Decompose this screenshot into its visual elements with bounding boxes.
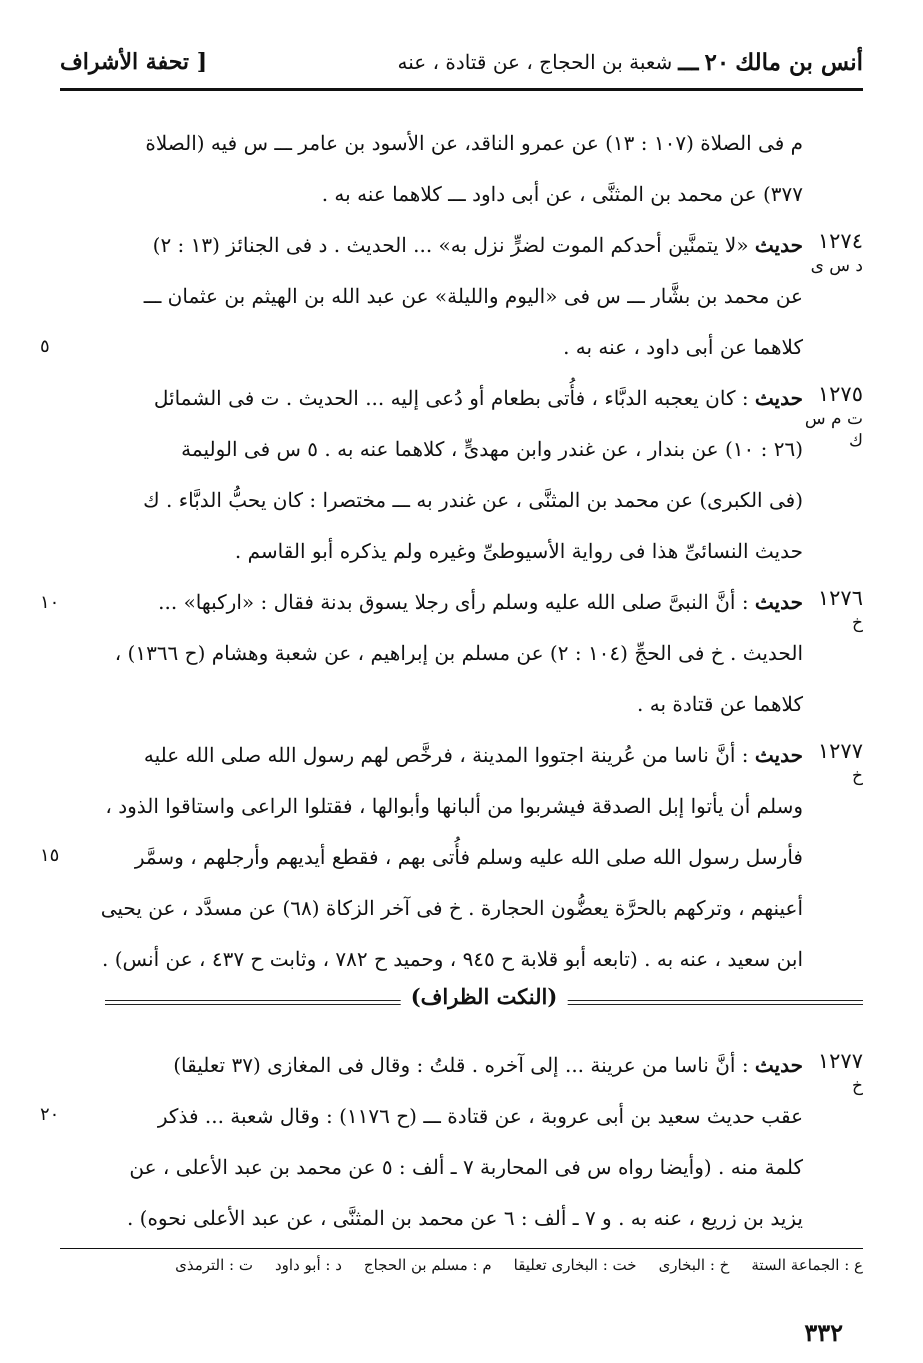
section-divider (105, 984, 863, 1014)
entry-label: حديث (754, 386, 803, 410)
margin-line-number: ١٠ (40, 592, 60, 613)
entry-line: عقب حديث سعيد بن أبى عروبة ، عن قتادة ـــ (ح ١١٧٦) : وقال شعبة ... فذكر (157, 1104, 803, 1128)
abbreviation-key (60, 1256, 863, 1274)
header-book-title: [ تحفة الأشراف (60, 49, 208, 75)
entry-line (60, 730, 803, 781)
entry-line-text: : أنَّ ناسا من عرينة ... إلى آخره . قلتُ : وقال فى المغازى (٣٧ تعليقا) (173, 1053, 749, 1077)
entry-sigla: خ (852, 613, 863, 633)
entry-line-text: «لا يتمنَّين أحدكم الموت لضرٍّ نزل به» ... الحديث . د فى الجنائز (١٣ : ٢) (152, 233, 749, 257)
entry-line: يزيد بن زريع ، عنه به . و ٧ ـ ألف : ٦ عن محمد بن المثنَّى ، عن عبد الأعلى نحوه) . (126, 1206, 803, 1230)
entry-sigla: خ (852, 1076, 863, 1096)
entry-line-text: : كان يعجبه الدبَّاء ، فأُتى بطعام أو دُعى إليه ... الحديث . ت فى الشمائل (153, 386, 749, 410)
entry-number: ١٢٧٧ (817, 739, 863, 763)
margin-line-number: ٢٠ (40, 1104, 60, 1125)
entry-line: حديث النسائىِّ هذا فى رواية الأسيوطىِّ وغيره ولم يذكره أبو القاسم . (234, 539, 803, 563)
header-number: ٢٠ (704, 48, 730, 76)
entry-number: ١٢٧٧ (817, 1049, 863, 1073)
entry-sigla: د س ى (810, 256, 863, 276)
abbreviation-item: ع : الجماعة الستة (751, 1256, 863, 1274)
entry-line: ابن سعيد ، عنه به . (تابعه أبو قلابة ح ٩٤٥ ، وحميد ح ٧٨٢ ، وثابت ح ٤٣٧ ، عن أنس) . (102, 947, 803, 971)
header-subtitle: شعبة بن الحجاج ، عن قتادة ، عنه (397, 50, 673, 74)
entry-text (60, 577, 803, 730)
entry-number: ١٢٧٦ (817, 586, 863, 610)
entry-sigla: ت م س ك (804, 409, 863, 451)
hadith-entry (60, 577, 863, 730)
entry-line: فأرسل رسول الله صلى الله عليه وسلم فأُتى بهم ، فقطع أيديهم وأرجلهم ، وسمَّر (134, 845, 803, 869)
entry-text (60, 1040, 803, 1244)
entry-line: وسلم أن يأتوا إبل الصدقة فيشربوا من ألبانها وأبوالها ، فقتلوا الراعى واستاقوا الذود ، (105, 794, 803, 818)
abbreviation-item: خت : البخارى تعليقا (513, 1256, 637, 1274)
header-title: أنس بن مالك (735, 48, 863, 76)
entry-line: كلاهما عن قتادة به . (637, 692, 803, 716)
entry-number-col (803, 1040, 863, 1097)
entry-number: ١٢٧٥ (817, 382, 863, 406)
entry-line (60, 220, 803, 271)
entry-line (60, 373, 803, 424)
entry-number: ١٢٧٤ (817, 229, 863, 253)
entry-text (60, 373, 803, 577)
entry-line: الحديث . خ فى الحجِّ (١٠٤ : ٢) عن مسلم بن إبراهيم ، عن شعبة وهشام (ح ١٣٦٦) ، (114, 641, 803, 665)
hadith-entry (60, 730, 863, 985)
entry-line: (فى الكبرى) عن محمد بن المثنَّى ، عن غندر به ـــ مختصرا : كان يحبُّ الدبَّاء . ك (143, 488, 803, 512)
entry-line (60, 1040, 803, 1091)
abbreviation-item: خ : البخارى (658, 1256, 730, 1274)
intro-paragraph (60, 118, 863, 220)
entry-line-text: : أنَّ ناسا من عُرينة اجتووا المدينة ، فرخَّص لهم رسول الله صلى الله عليه (143, 743, 749, 767)
abbreviation-item: م : مسلم بن الحجاج (363, 1256, 492, 1274)
entry-number-col (803, 577, 863, 634)
entry-sigla: خ (852, 766, 863, 786)
hadith-entry (60, 1040, 863, 1244)
entry-line: أعينهم ، وتركهم بالحرَّة يعضُّون الحجارة . خ فى آخر الزكاة (٦٨) عن مسدَّد ، عن يحيى (100, 896, 803, 920)
entry-line: كلمة منه . (وأيضا رواه س فى المحاربة ٧ ـ ألف : ٥ عن محمد بن عبد الأعلى ، عن (129, 1155, 803, 1179)
entry-line (60, 577, 803, 628)
entry-label: حديث (754, 1053, 803, 1077)
running-header (60, 42, 863, 82)
entry-line: (٢٦ : ١٠) عن بندار ، عن غندر وابن مهدىٍّ ، كلاهما عنه به . ٥ س فى الوليمة (181, 437, 803, 461)
abbreviation-item: ت : الترمذى (175, 1256, 253, 1274)
main-text (60, 118, 863, 985)
entry-label: حديث (754, 590, 803, 614)
divider-label: (النكت الظراف) (401, 984, 568, 1009)
intro-line: م فى الصلاة (١٠٧ : ١٣) عن عمرو الناقد، عن الأسود بن عامر ـــ س فيه (الصلاة (145, 131, 803, 155)
entry-line-text: : أنَّ النبىَّ صلى الله عليه وسلم رأى رجلا يسوق بدنة فقال : «اركبها» ... (158, 590, 749, 614)
intro-line: ٣٧٧) عن محمد بن المثنَّى ، عن أبى داود ـــ كلاهما عنه به . (321, 182, 803, 206)
page-number: ٣٣٢ (804, 1318, 843, 1347)
header-rule (60, 88, 863, 91)
header-title-group (398, 49, 863, 76)
header-dash: ـــ (678, 48, 699, 76)
entry-text (60, 220, 803, 373)
entry-label: حديث (754, 743, 803, 767)
margin-line-number: ٥ (40, 336, 50, 357)
hadith-entry (60, 220, 863, 373)
entry-line: عن محمد بن بشَّار ـــ س فى «اليوم والليلة» عن عبد الله بن الهيثم بن عثمان ـــ (143, 284, 803, 308)
hadith-entry (60, 373, 863, 577)
entry-label: حديث (754, 233, 803, 257)
entry-number-col (803, 730, 863, 787)
nukat-section (60, 1040, 863, 1244)
footer-rule (60, 1248, 863, 1249)
entry-number-col (803, 373, 863, 452)
entry-line: كلاهما عن أبى داود ، عنه به . (563, 335, 803, 359)
abbreviation-item: د : أبو داود (274, 1256, 342, 1274)
entry-number-col (803, 220, 863, 277)
entry-text (60, 730, 803, 985)
margin-line-number: ١٥ (40, 845, 60, 866)
